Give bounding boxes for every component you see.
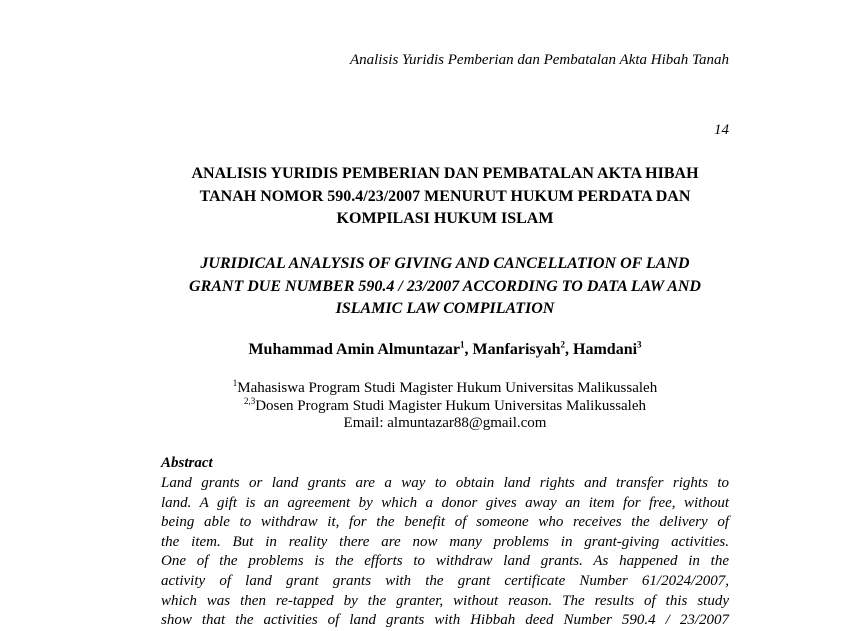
abstract-line: the item. But in reality there are now many problems in grant-giving activities. <box>161 533 729 550</box>
abstract-line: Land grants or land grants are a way to obtain land rights and transfer rights to <box>161 475 729 491</box>
affiliations <box>160 380 730 433</box>
affiliation-text: Dosen Program Studi Magister Hukum Universitas Malikussaleh <box>255 397 647 414</box>
affiliation-mark: 1 <box>232 378 238 388</box>
page-number: 14 <box>714 122 729 138</box>
author-list <box>160 341 730 359</box>
title-indonesian <box>160 163 730 231</box>
running-head: Analisis Yuridis Pemberian dan Pembatalan Akta Hibah Tanah <box>349 52 729 68</box>
title-english-line: ISLAMIC LAW COMPILATION <box>335 300 555 317</box>
abstract-body <box>161 474 729 631</box>
title-indonesian-line: ANALISIS YURIDIS PEMBERIAN DAN PEMBATALAN AKTA HIBAH <box>191 165 699 182</box>
abstract-line: being able to withdraw it, for the benefit of someone who receives the delivery of <box>161 514 729 531</box>
abstract-line: activity of land grant grants with the grant certificate Number 61/2024/2007, <box>161 572 729 589</box>
author-affiliation-mark: 2 <box>560 339 566 350</box>
title-english-line: GRANT DUE NUMBER 590.4 / 23/2007 ACCORDING TO DATA LAW AND <box>189 277 701 295</box>
author-affiliation-mark: 3 <box>637 339 642 350</box>
author-affiliation-mark: 1 <box>460 339 465 350</box>
author-email: Email: almuntazar88@gmail.com <box>343 415 547 431</box>
title-english <box>160 253 730 321</box>
abstract-line: show that the activities of land grants with Hibbah deed Number 590.4 / 23/2007 <box>161 612 729 629</box>
title-indonesian-line: TANAH NOMOR 590.4/23/2007 MENURUT HUKUM PERDATA DAN <box>199 187 691 205</box>
title-english-line: JURIDICAL ANALYSIS OF GIVING AND CANCELLATION OF LAND <box>200 255 690 272</box>
author-separator: , <box>464 341 473 358</box>
title-indonesian-line: KOMPILASI HUKUM ISLAM <box>336 210 554 227</box>
author-name: Manfarisyah <box>472 341 561 358</box>
affiliation-text: Mahasiswa Program Studi Magister Hukum Universitas Malikussaleh <box>237 380 658 396</box>
author-separator: , <box>565 341 574 358</box>
affiliation-mark: 2,3 <box>243 395 256 406</box>
author-name: Muhammad Amin Almuntazar <box>248 341 461 358</box>
abstract-line: land. A gift is an agreement by which a donor gives away an item for free, without <box>161 494 729 511</box>
affiliation-line <box>160 395 730 416</box>
abstract-line: which was then re-tapped by the granter, without reason. The results of this study <box>161 592 729 609</box>
abstract-heading: Abstract <box>161 455 213 471</box>
author-name: Hamdani <box>573 341 638 358</box>
abstract-line: One of the problems is the efforts to withdraw land grants. As happened in the <box>161 553 729 570</box>
